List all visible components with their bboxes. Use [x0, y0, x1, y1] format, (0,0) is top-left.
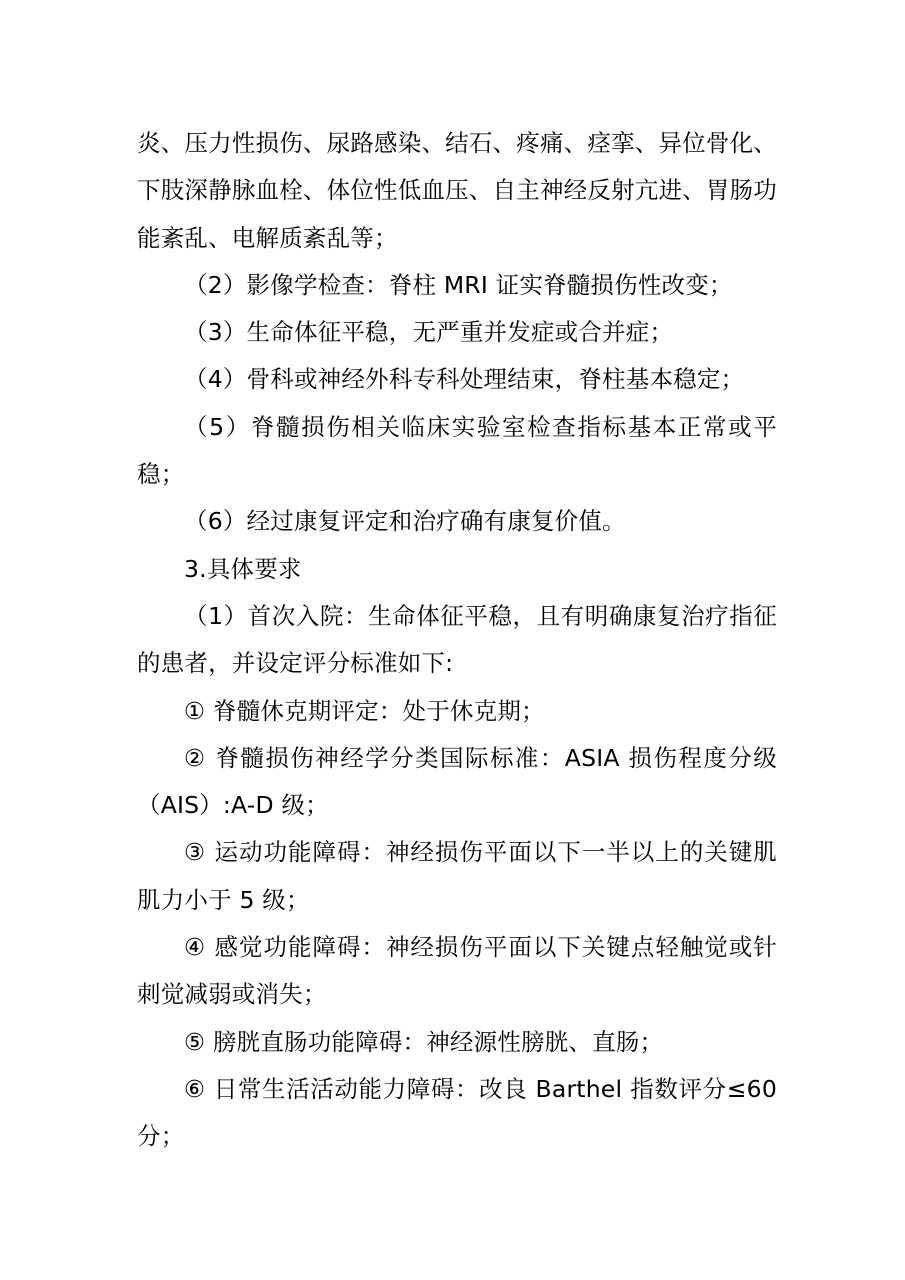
paragraph-first-admission: （1）首次入院：生命体征平稳，且有明确康复治疗指征的患者，并设定评分标准如下: [137, 601, 777, 678]
paragraph-specialty-treatment: （4）骨科或神经外科专科处理结束，脊柱基本稳定； [184, 365, 745, 394]
list-item-asia-classification: ② 脊髓损伤神经学分类国际标准：ASIA 损伤程度分级（AIS）:A-D 级； [137, 743, 777, 820]
paragraph-imaging-exam: （2）影像学检查：脊柱 MRI 证实脊髓损伤性改变； [184, 270, 733, 299]
list-item-spinal-shock: ① 脊髓休克期评定：处于休克期； [184, 696, 545, 725]
list-item-sensory-dysfunction: ④ 感觉功能障碍：神经损伤平面以下关键点轻触觉或针刺觉减弱或消失； [137, 933, 777, 1009]
list-item-adl-impairment: ⑥ 日常生活活动能力障碍：改良 Barthel 指数评分≤60 分； [137, 1074, 777, 1151]
list-item-bladder-bowel-dysfunction: ⑤ 膀胱直肠功能障碍：神经源性膀胱、直肠； [184, 1027, 664, 1056]
paragraph-complications-continued: 炎、压力性损伤、尿路感染、结石、疼痛、痉挛、异位骨化、下肢深静脉血栓、体位性低血压、自主神经反射亢进、胃肠功能紊乱、电解质紊乱等； [137, 129, 777, 252]
paragraph-lab-indicators: （5）脊髓损伤相关临床实验室检查指标基本正常或平稳； [137, 412, 777, 489]
document-body [137, 120, 777, 1161]
section-heading-specific-requirements: 3.具体要求 [184, 554, 302, 583]
paragraph-vital-signs: （3）生命体征平稳，无严重并发症或合并症； [184, 318, 674, 347]
list-item-motor-dysfunction: ③ 运动功能障碍：神经损伤平面以下一半以上的关键肌肌力小于 5 级； [137, 838, 777, 914]
paragraph-rehab-value: （6）经过康复评定和治疗确有康复价值。 [184, 507, 626, 536]
